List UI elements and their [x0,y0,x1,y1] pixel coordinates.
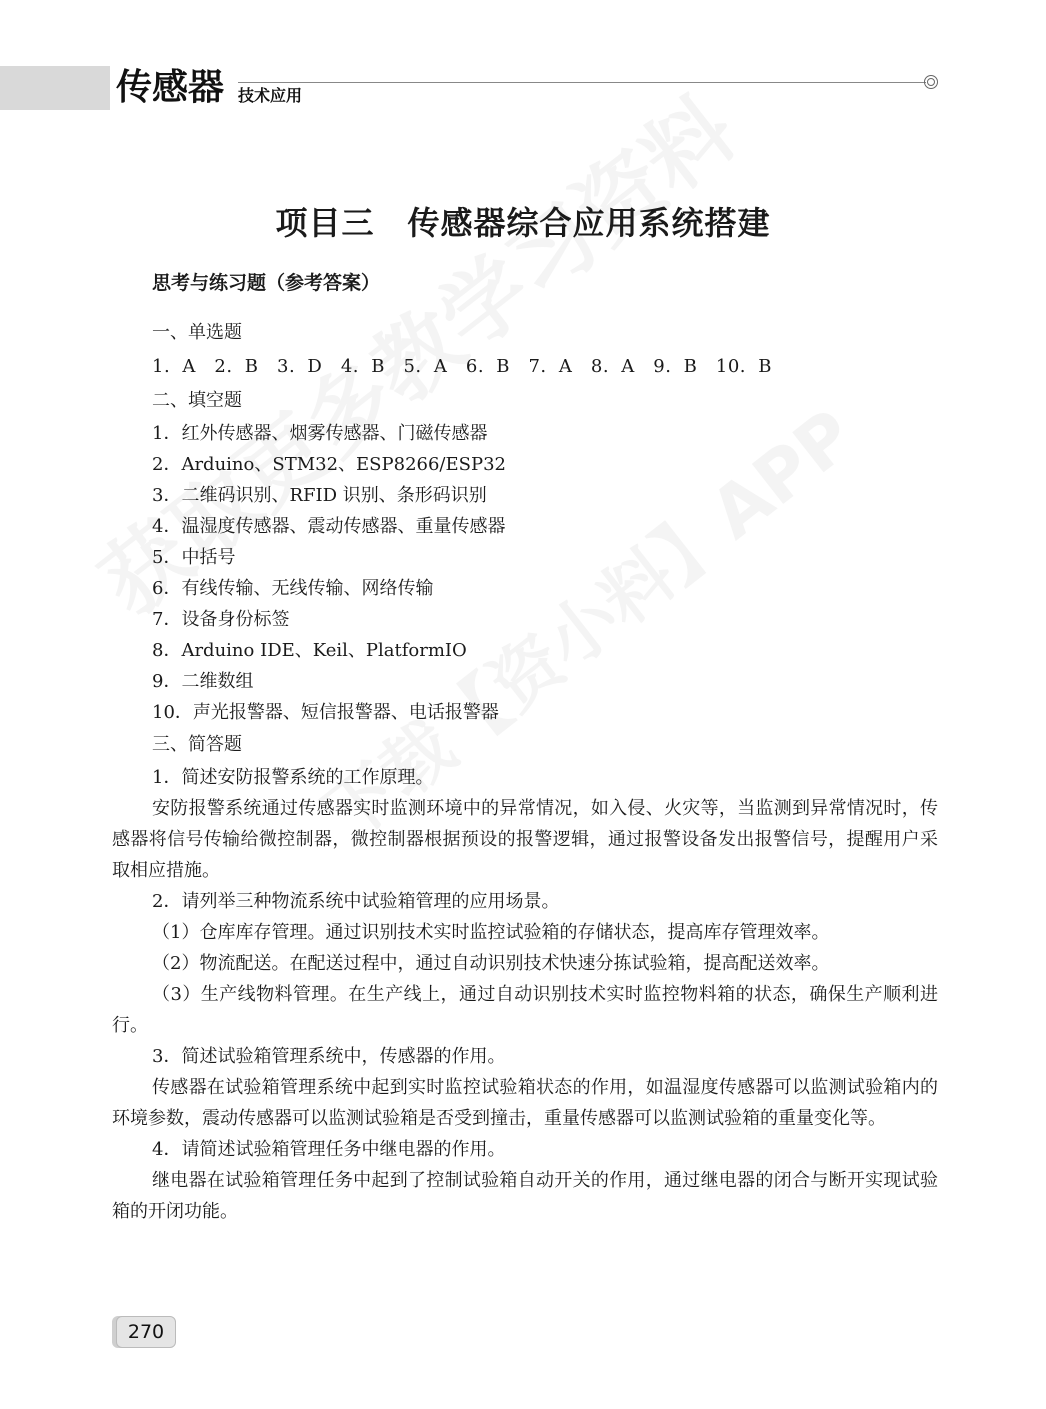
fill-blank-item: 3．二维码识别、RFID 识别、条形码识别 [152,485,487,506]
page-number: 270 [116,1316,176,1348]
answer-2-item-3: （3）生产线物料管理。在生产线上，通过自动识别技术实时监控物料箱的状态，确保生产顺利进行。 [112,984,938,1036]
chapter-title: 项目三 传感器综合应用系统搭建 [275,204,771,242]
section-heading-fill-blank: 二、填空题 [152,390,242,411]
fill-blank-item: 2．Arduino、STM32、ESP8266/ESP32 [152,454,506,475]
answer-2-item-1: （1）仓库库存管理。通过识别技术实时监控试验箱的存储状态，提高库存管理效率。 [152,922,830,943]
header-rule [238,82,926,83]
single-choice-answers: 1. A 2. B 3. D 4. B 5. A 6. B 7. A 8. A 9. B 10. B [152,356,772,377]
answer-4: 继电器在试验箱管理任务中起到了控制试验箱自动开关的作用，通过继电器的闭合与断开实现试验箱的开闭功能。 [112,1170,938,1222]
answer-2-item-2: （2）物流配送。在配送过程中，通过自动识别技术快速分拣试验箱，提高配送效率。 [152,953,830,974]
answer-3: 传感器在试验箱管理系统中起到实时监控试验箱状态的作用，如温湿度传感器可以监测试验箱内的环境参数，震动传感器可以监测试验箱是否受到撞击，重量传感器可以监测试验箱的重量变化等。 [112,1077,938,1129]
sub-heading: 思考与练习题（参考答案） [152,272,381,294]
fill-blank-item: 4．温湿度传感器、震动传感器、重量传感器 [152,516,506,537]
question-4: 4．请简述试验箱管理任务中继电器的作用。 [152,1139,506,1160]
question-2: 2．请列举三种物流系统中试验箱管理的应用场景。 [152,891,560,912]
book-title: 传感器 [116,67,225,108]
section-heading-single-choice: 一、单选题 [152,322,242,343]
header-circle-icon [924,75,938,89]
answer-1: 安防报警系统通过传感器实时监测环境中的异常情况，如入侵、火灾等，当监测到异常情况时，传感器将信号传输给微控制器，微控制器根据预设的报警逻辑，通过报警设备发出报警信号，提醒用户采取相应措施。 [112,798,938,881]
fill-blank-item: 6．有线传输、无线传输、网络传输 [152,578,434,599]
book-subtitle: 技术应用 [238,86,303,105]
answer-content [112,316,938,1227]
fill-blank-item: 7．设备身份标签 [152,609,290,630]
fill-blank-item: 8．Arduino IDE、Keil、PlatformIO [152,640,467,661]
question-3: 3．简述试验箱管理系统中，传感器的作用。 [152,1046,506,1067]
fill-blank-item: 5．中括号 [152,547,236,568]
section-heading-short-answer: 三、简答题 [152,734,242,755]
fill-blank-item: 1．红外传感器、烟雾传感器、门磁传感器 [152,423,488,444]
fill-blank-item: 9．二维数组 [152,671,254,692]
header-band [0,66,110,110]
question-1: 1．简述安防报警系统的工作原理。 [152,767,434,788]
fill-blank-item: 10．声光报警器、短信报警器、电话报警器 [152,702,499,723]
